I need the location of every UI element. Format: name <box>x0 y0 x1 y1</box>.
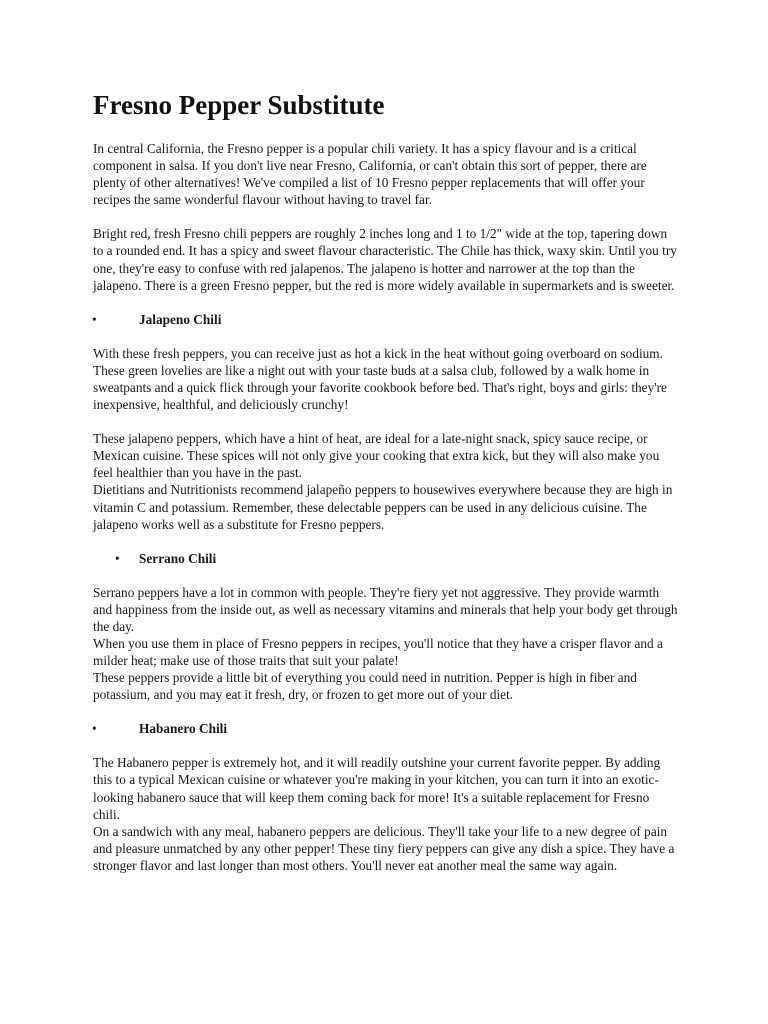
page-title: Fresno Pepper Substitute <box>93 90 385 120</box>
habanero-paragraph-2: On a sandwich with any meal, habanero peppers are delicious. They'll take your life to a new degree of pain and pleasure unmatched by any other pepper! These tiny fiery peppers can give any dish a spice. They have a stronger flavor and last longer than most others. You'll never eat another meal the same way again. <box>93 823 675 873</box>
document-page <box>93 88 678 874</box>
jalapeno-paragraph-3: Dietitians and Nutritionists recommend jalapeño peppers to housewives everywhere because they are high in vitamin C and potassium. Remember, these delectable peppers can be used in any delicious cuisine. The jalapeno works well as a substitute for Fresno peppers. <box>93 482 673 532</box>
section-heading-serrano <box>93 550 678 567</box>
section-heading-label: Serrano Chili <box>139 550 217 566</box>
bullet-icon: • <box>115 550 120 566</box>
section-heading-label: Jalapeno Chili <box>139 311 222 327</box>
section-heading-jalapeno <box>93 311 678 328</box>
jalapeno-paragraph-1: With these fresh peppers, you can receive just as hot a kick in the heat without going overboard on sodium. These green lovelies are like a night out with your taste buds at a salsa club, followed by a walk home in sweatpants and a quick flick through your favorite cookbook before bed. That's right, boys and girls: they're inexpensive, healthful, and deliciously crunchy! <box>93 345 667 413</box>
bullet-icon: • <box>92 311 97 327</box>
section-heading-label: Habanero Chili <box>139 721 228 737</box>
section-heading-habanero <box>93 720 678 737</box>
jalapeno-paragraph-2: These jalapeno peppers, which have a hint of heat, are ideal for a late-night snack, spicy sauce recipe, or Mexican cuisine. These spices will not only give your cooking that extra kick, but they will also make you feel healthier than you have in the past. <box>93 431 660 481</box>
intro-paragraph-2: Bright red, fresh Fresno chili peppers are roughly 2 inches long and 1 to 1/2" wide at the top, tapering down to a rounded end. It has a spicy and sweet flavour characteristic. The Chile has thick, waxy skin. Until you try one, they're easy to confuse with red jalapenos. The jalapeno is hotter and narrower at the top than the jalapeno. There is a green Fresno pepper, but the red is more widely available in supermarkets and is sweeter. <box>93 226 677 293</box>
serrano-paragraph-3: These peppers provide a little bit of everything you could need in nutrition. Pepper is high in fiber and potassium, and you may eat it fresh, dry, or frozen to get more out of your diet. <box>93 670 637 703</box>
intro-paragraph-1: In central California, the Fresno pepper is a popular chili variety. It has a spicy flavour and is a critical component in salsa. If you don't live near Fresno, California, or can't obtain this sort of pepper, there are plenty of other alternatives! We've compiled a list of 10 Fresno pepper replacements that will offer your recipes the same wonderful flavour without having to travel far. <box>93 141 647 208</box>
habanero-paragraph-1: The Habanero pepper is extremely hot, and it will readily outshine your current favorite pepper. By adding this to a typical Mexican cuisine or whatever you're making in your kitchen, you can turn it into an exotic-looking habanero sauce that will keep them coming back for more! It's a suitable replacement for Fresno chili. <box>93 755 661 822</box>
bullet-icon: • <box>92 721 97 737</box>
serrano-paragraph-2: When you use them in place of Fresno peppers in recipes, you'll notice that they have a crisper flavor and a milder heat; make use of those traits that suit your palate! <box>93 635 663 669</box>
serrano-paragraph-1: Serrano peppers have a lot in common with people. They're fiery yet not aggressive. They provide warmth and happiness from the inside out, as well as necessary vitamins and minerals that help your body get through the day. <box>93 584 678 634</box>
